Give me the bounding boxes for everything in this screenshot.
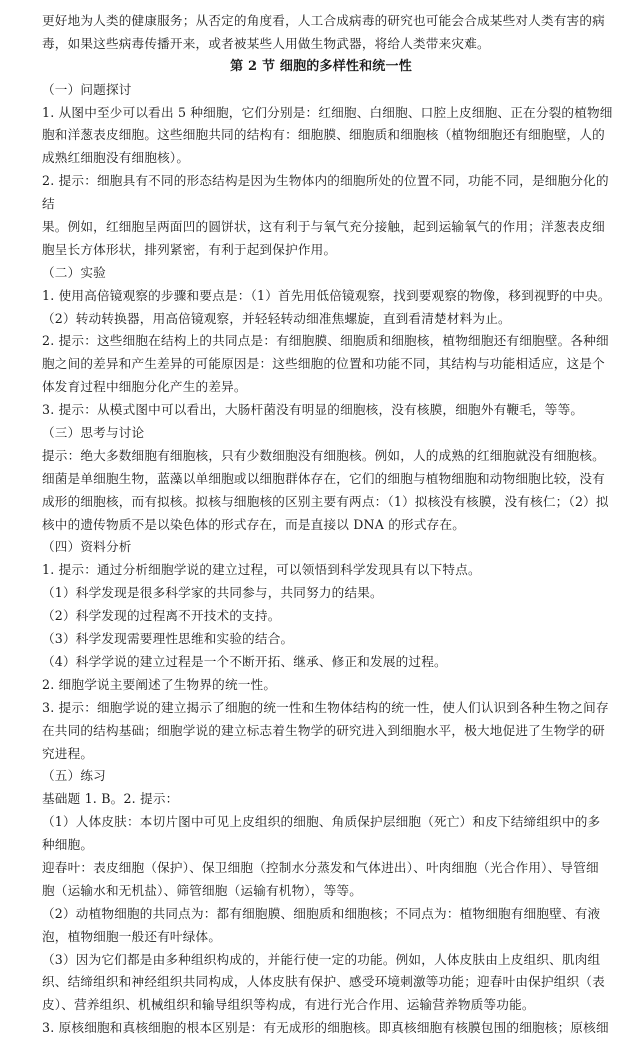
text-line: 泡，植物细胞一般还有叶绿体。 [42,928,222,944]
text-line: 2. 提示：这些细胞在结构上的共同点是：有细胞膜、细胞质和细胞核，植物细胞还有细胞壁。各种细 [42,333,609,349]
text-line: 究进程。 [42,745,94,761]
text-line: 迎春叶：表皮细胞（保护）、保卫细胞（控制水分蒸发和气体进出）、叶肉细胞（光合作用）、导管细 [42,859,599,875]
text-line: 毒，如果这些病毒传播开来，或者被某些人用做生物武器，将给人类带来灾难。 [42,35,490,51]
text-line: （2）动植物细胞的共同点为：都有细胞膜、细胞质和细胞核；不同点为：植物细胞有细胞壁、有液 [42,905,601,921]
text-line: （3）科学发现需要理性思维和实验的结合。 [42,631,294,647]
text-line: （一）问题探讨 [42,81,132,97]
text-line: 基础题 1. B。2. 提示： [42,791,179,807]
text-line: （五）练习 [42,768,106,784]
text-line: 3. 原核细胞和真核细胞的根本区别是：有无成形的细胞核。即真核细胞有核膜包围的细胞核；原核细 [42,1020,609,1036]
text-line: 提示：绝大多数细胞有细胞核，只有少数细胞没有细胞核。例如，人的成熟的红细胞就没有细胞核。 [42,447,605,463]
text-line: 体发育过程中细胞分化产生的差异。 [42,379,247,395]
text-line: 细菌是单细胞生物，蓝藻以单细胞或以细胞群体存在，它们的细胞与植物细胞和动物细胞比较，没有 [42,470,605,486]
text-line: 2. 细胞学说主要阐述了生物界的统一性。 [42,676,277,692]
text-line: 1. 提示：通过分析细胞学说的建立过程，可以领悟到科学发现具有以下特点。 [42,562,481,578]
section-heading: 第 2 节 细胞的多样性和统一性 [230,58,412,74]
text-line: 胞和洋葱表皮细胞。这些细胞共同的结构有：细胞膜、细胞质和细胞核（植物细胞还有细胞壁，人的 [42,127,605,143]
text-line: 果。例如，红细胞呈两面凹的圆饼状，这有利于与氧气充分接触，起到运输氧气的作用；洋葱表皮细 [42,219,605,235]
text-line: （四）资料分析 [42,539,132,555]
text-line: 胞呈长方体形状，排列紧密，有利于起到保护作用。 [42,241,337,257]
text-line: 胞（运输水和无机盐）、筛管细胞（运输有机物），等等。 [42,882,363,898]
text-line: 1. 从图中至少可以看出 5 种细胞，它们分别是：红细胞、白细胞、口腔上皮细胞、正在分裂的植物细 [42,104,613,120]
text-line: （1）人体皮肤：本切片图中可见上皮组织的细胞、角质保护层细胞（死亡）和皮下结缔组织中的多 [42,814,601,830]
text-line: 2. 提示：细胞具有不同的形态结构是因为生物体内的细胞所处的位置不同，功能不同，是细胞分化的 [42,173,609,189]
text-line: 在共同的结构基础；细胞学说的建立标志着生物学的研究进入到细胞水平，极大地促进了生物学的研 [42,722,605,738]
text-line: 成形的细胞核，而有拟核。拟核与细胞核的区别主要有两点：（1）拟核没有核膜，没有核仁；（2）拟 [42,493,609,509]
text-line: （2）转动转换器，用高倍镜观察，并轻轻转动细准焦螺旋，直到看清楚材料为止。 [42,310,511,326]
text-line: 3. 提示：细胞学说的建立揭示了细胞的统一性和生物体结构的统一性，使人们认识到各种生物之间存 [42,699,609,715]
text-line: 织、结缔组织和神经组织共同构成，人体皮肤有保护、感受环境刺激等功能；迎春叶由保护组织（表 [42,974,605,990]
text-line: （3）因为它们都是由多种组织构成的，并能行使一定的功能。例如，人体皮肤由上皮组织、肌肉组 [42,951,601,967]
text-line: （2）科学发现的过程离不开技术的支持。 [42,608,281,624]
text-line: （三）思考与讨论 [42,425,145,441]
text-line: 1. 使用高倍镜观察的步骤和要点是：（1）首先用低倍镜观察，找到要观察的物像，移到视野的中央。 [42,287,611,303]
text-line: 更好地为人类的健康服务；从否定的角度看，人工合成病毒的研究也可能会合成某些对人类有害的病 [42,13,605,28]
text-line: （4）科学学说的建立过程是一个不断开拓、继承、修正和发展的过程。 [42,653,447,669]
text-line: 成熟红细胞没有细胞核）。 [42,150,190,166]
text-line: 核中的遗传物质不是以染色体的形式存在，而是直接以 DNA 的形式存在。 [42,516,466,532]
text-line: 种细胞。 [42,837,94,853]
text-line: 胞之间的差异和产生差异的可能原因是：这些细胞的位置和功能不同，其结构与功能相适应，这是个 [42,356,605,372]
text-line: （二）实验 [42,264,106,280]
text-line: 皮）、营养组织、机械组织和输导组织等构成，有进行光合作用、运输营养物质等功能。 [42,997,535,1013]
text-line: 3. 提示：从模式图中可以看出，大肠杆菌没有明显的细胞核，没有核膜，细胞外有鞭毛，等等。 [42,402,584,418]
text-line: （1）科学发现是很多科学家的共同参与，共同努力的结果。 [42,585,383,601]
text-line: 结 [42,196,55,212]
